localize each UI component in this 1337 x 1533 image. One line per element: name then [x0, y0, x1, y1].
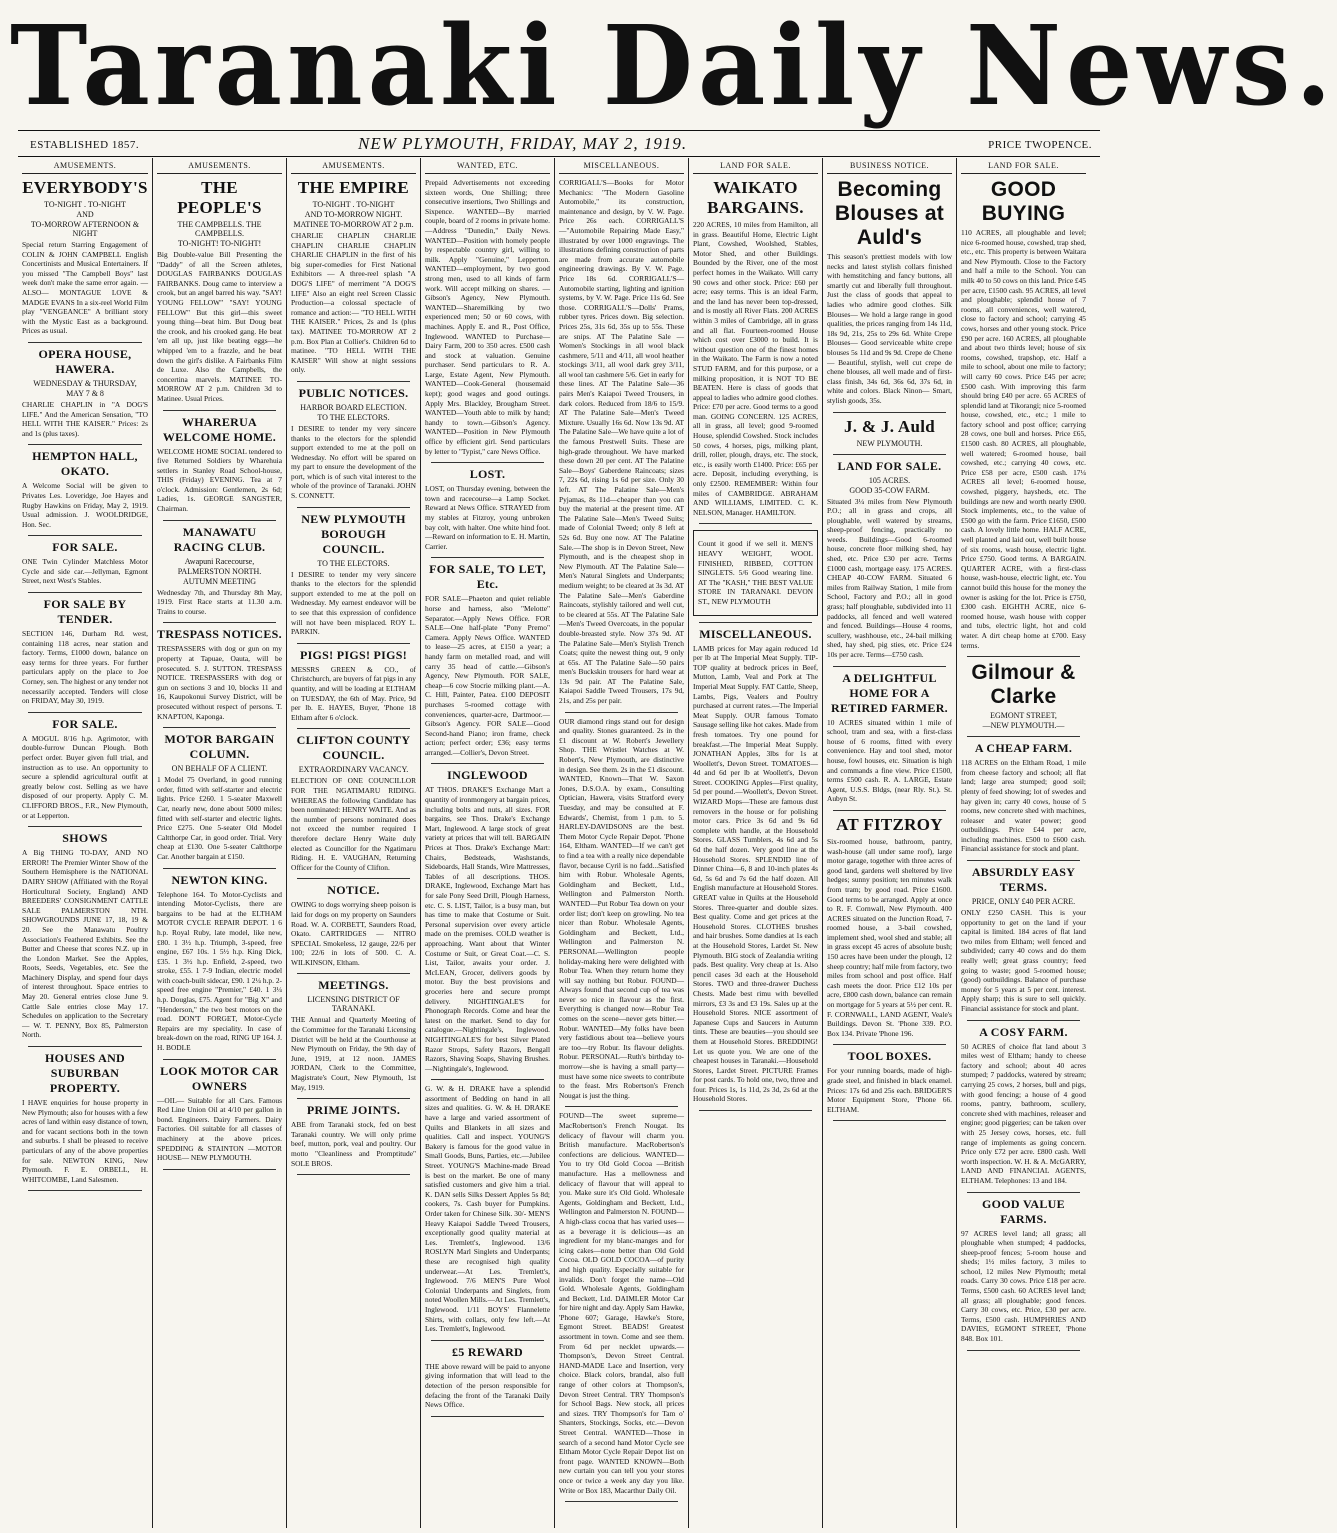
masthead-rule [18, 130, 1100, 131]
advertisement-block [291, 512, 416, 637]
block-text: A Welcome Social will be given to Privates Les. Loveridge, Joe Hayes and Rugby Hawkins on Friday, May 2, 1919. Usual admission. J. WOOLDRIDGE, Hon. Sec. [22, 481, 148, 529]
block-heading: HOUSES AND SUBURBAN PROPERTY. [44, 1051, 126, 1096]
advertisement-block [425, 467, 550, 551]
block-separator [163, 1059, 276, 1060]
block-separator [163, 520, 276, 521]
column-header: AMUSEMENTS. [22, 158, 148, 174]
block-heading: MOTOR BARGAIN COLUMN. [164, 732, 275, 762]
block-heading: AT FITZROY [836, 814, 943, 834]
advertisement-block [157, 525, 282, 617]
block-subheading: TO THE ELECTORS. [317, 558, 390, 568]
block-text: 50 ACRES of choice flat land about 3 miles west of Eltham; handy to cheese factory and school; about 40 acres stumped; 7 paddocks, watered by stream; carrying 25 cows, 2 horses, bull and pigs, with good fencing; a house of 4 good rooms, pantry, bathroom, scullery, concrete shed with machines, releaser and engine; good piggeries; can be taken over with 25 Jersey cows, horses, etc. full range of implements as going concern. Price only £72 per acre. £800 cash. Well worth inspection. W. H. & A. McGARRY, LAND AND FINANCIAL AGENTS, ELTHAM. Telephones: 13 and 184. [961, 1041, 1086, 1185]
advertisement-block [425, 1084, 550, 1333]
block-text: Prepaid Advertisements not exceeding sixteen words, One Shilling; three consecutive insertions, Two Shillings and Sixpence. WANTED—By married couple, board of 2 rooms in private home.—Address "Dunedin," Daily News. WANTED—Position with homely people by respectable country girl, willing to milk. Apply "Genuine," Lepperton. WANTED—employment, by two good strong men, used to all kinds of farm work. Will accept milking on shares. —Gibson's Agency, New Plymouth. WANTED—Sharemilking by two experienced men; 50 or 60 cows, with machines. Apply E. and R., Post Office, Inglewood. WANTED to Purchase—Dairy Farm, 200 to 350 acres. £500 cash and stock at valuation. Genuine purchaser. Send particulars to R. A. Large, Estate Agent, New Plymouth. WANTED—Cook-General (housemaid kept); good wages and good outings. Apply Mrs. Blackley, Brougham Street. WANTED—Youth able to milk by hand; handy to town.—Gibson's Agency. WANTED—Position in New Plymouth office by efficient girl. Send particulars by letter to "Typist," care News Office. [425, 178, 550, 456]
block-subheading: MAY 7 & 8 [66, 388, 104, 398]
block-heading: ABSURDLY EASY TERMS. [971, 865, 1076, 895]
block-separator [699, 1110, 812, 1111]
block-subheading: Awapuni Racecourse, [184, 556, 255, 566]
block-text: CHARLIE CHAPLIN CHARLIE CHAPLIN CHARLIE CHAPLIN CHARLIE CHAPLIN in the first of his big super-comedies for First National Exhibitors — A three-reel splash "A DOG'S LIFE" of merriment "A DOG'S LIFE" Also an eight reel Screen Classic Production—a colossal spectacle of romance and action:— "TO HELL WITH THE KAISER." Prices, 2s and 1s (plus tax). MATINEE TO-MORROW AT 2 p.m. Box Plan at Collier's. Children 6d to matinee. "TO HELL WITH THE KAISER" Will show at night sessions only. [291, 231, 416, 375]
block-subheading: EGMONT STREET, [990, 711, 1057, 721]
block-separator [28, 444, 142, 445]
block-heading: MANAWATU RACING CLUB. [173, 524, 266, 554]
advertisement-block [291, 733, 416, 872]
block-heading: LOST. [469, 467, 506, 482]
block-separator [163, 622, 276, 623]
block-text: Big Double-value Bill Presenting the "Daddy" of all the Screen athletes, DOUGLAS FAIRBANKS DOUGLAS FAIRBANKS. Doug came to interview a crook, but an angel barred his way. "SAY! YOUNG FELLOW" "SAY! YOUNG FELLOW" But this girl—this sweet young thing—beat him. But Doug beat the crook, and his crooked gang. He beat 'em all up, just like beating eggs—he whipped 'em to a frazzle, and he beat down the girl's dislike. A Fairbanks Film de Luxe. Also the Campbells, the concertina marvels. MATINEE TO-MORROW AT 2 p.m. Children 3d to Matinee. Usual Prices. [157, 250, 282, 403]
block-heading: NEW PLYMOUTH BOROUGH COUNCIL. [301, 511, 406, 556]
block-separator [297, 507, 410, 508]
block-separator [967, 656, 1080, 657]
block-heading: FOR SALE, TO LET, Etc. [429, 562, 546, 592]
block-heading: Gilmour & Clarke [971, 661, 1076, 709]
advertisement-block [22, 540, 148, 586]
column-4 [420, 158, 554, 1528]
block-text: SECTION 146, Durham Rd. west, containing 118 acres, near station and factory. Terms, £1000 down, balance on easy terms for three years. For further particulars apply on the place to Joe Corney, sen. The highest or any tender not necessarily accepted. Tenders will close on FRIDAY, May 30, 1919. [22, 629, 148, 706]
advertisement-block [961, 741, 1086, 854]
advertisement-block [827, 815, 952, 1038]
block-heading: TOOL BOXES. [847, 1049, 932, 1064]
advertisement-block [559, 178, 684, 706]
block-text: 1 Model 75 Overland, in good running order, fitted with self-starter and electric lights. Price £260. 1 5-seater Maxwell Car, nearly new, done about 5000 miles; fitted with self-starter and electric lights. Price £275. One 5-seater Old Model Caltthorpe Car, in good order. Trial. Very cheap at £130. One 5-seater Caltthorpe Car. Another bargain at £150. [157, 775, 282, 861]
block-heading: EVERYBODY'S [22, 178, 148, 197]
advertisement-block [961, 1197, 1086, 1344]
block-separator [163, 410, 276, 411]
block-separator [297, 643, 410, 644]
block-heading: PIGS! PIGS! PIGS! [299, 647, 408, 662]
block-separator [431, 763, 544, 764]
advertisement-block [22, 1051, 148, 1184]
advertisement-block [22, 717, 148, 820]
advertisement-block [693, 530, 818, 615]
column-header: LAND FOR SALE. [693, 158, 818, 174]
block-subheading: TO-NIGHT . TO-NIGHT [44, 200, 126, 209]
advertisement-block [157, 732, 282, 861]
block-text: Six-roomed house, bathroom, pantry, wash-house (all under same roof), large motor garage, together with three acres of good land, gardens well sheltered by live hedges; sunny position; ten minutes walk from tram; by good road. Price £1600. Good terms to be arranged. Apply at once to R. F. Cornwall, New Plymouth. 400 ACRES situated on the Junction Road, 7-roomed house, a 3-bail cowshed, implement shed, wool shed and stable; all in grass except 45 acres of absolute bush; 150 acres have been under the plough, 12 sheep country; half mile from factory, two miles from school and post office. Half cash meets the door. Price £12 10s per acre, £800 cash down, balance can remain on mortgage for 5 years at 5½ per cent. R. F. CORNWALL, LAND AGENT, Veale's Buildings. Devon St. 'Phone 339. P.O. Box 134. Private 'Phone 196. [827, 836, 952, 1038]
block-text: WELCOME HOME SOCIAL tendered to five Returned Soldiers by Wharehuia settlers in Stanley Road School-house, THIS (Friday) EVENING. Tea at 7 o'clock. Admission: Gentlemen, 2s 6d; Ladies, 1s. GEORGE SANGSTER, Chairman. [157, 446, 282, 514]
advertisement-block [693, 627, 818, 1105]
column-header: BUSINESS NOTICE. [827, 158, 952, 174]
block-heading: WHARERUA WELCOME HOME. [162, 414, 277, 444]
block-heading: FOR SALE BY TENDER. [43, 597, 127, 627]
block-text: 10 ACRES situated within 1 mile of school, tram and sea, with a first-class house of 6 rooms, fitted with every convenience. Hay and tool shed, motor house, fowl houses, etc. Situation is high and commands a fine view. Price £1500, terms £500 cash. R. A. LARGE, Estate Agent, U.S.S. Bldgs, (near Rly. St.). St. Aubyn St. [827, 717, 952, 804]
column-8 [956, 158, 1090, 1528]
block-heading: OPERA HOUSE, HAWERA. [38, 346, 132, 376]
block-subheading: AUTUMN MEETING [182, 576, 257, 586]
block-separator [28, 826, 142, 827]
established-label: ESTABLISHED 1857. [30, 139, 140, 151]
block-subheading: 105 ACRES. [868, 475, 911, 485]
block-heading: FOR SALE. [52, 716, 118, 731]
advertisement-block [425, 1345, 550, 1410]
column-header: LAND FOR SALE. [961, 158, 1086, 174]
block-text: CORRIGALL'S—Books for Motor Mechanics: "The Modern Gasoline Automobile," its construction, maintenance and design, by V. W. Page. Price 26s each. CORRIGALL'S—"Automobile Repairing Made Easy," illustrated by over 1000 engravings. The illustrations defining construction of parts are made from accurate automobile engineering drawings. By V. W. Page. Price 18s 6d. CORRIGALL'S—Automobile starting, lighting and ignition systems, by V. W. Page. Price 11s 6d. See those. CORRIGALL'S—Dolls' Prams, rubber tyres. Prices down. Big selection. Prices 25s, 31s 6d, 35s up to 55s. These are snips. AT The Palatine Sale — Women's Stockings in all wool black cashmere, 5/11 and 4/11, all wool heather stockings 3/11, all wool dark grey 3/11, all wool tan cashmere 5/6. Get in early for these lines. AT The Palatine Sale—36 pairs Men's Kaiapoi Tweed Trousers, in dark colors. Reduced from 18/6 to 15/9. AT The Palatine Sale—Men's Tweed Mixture. Usually 16s 6d. Now 13s 9d. AT The Palatine Sale—We have quite a lot of the famous Prestwell Suits. These are high-grade throughout. We have marked these down 20 per cent. AT The Palatine Sale—Boys' Gaberdene Raincoats; sizes 7, 22s 6d, rising 1s 6d per size. Only 30 left. AT The Palatine Sale—Men's Pyjamas, 8s 11d—cheaper than you can buy the material at the present time. AT The Palatine Sale—Men's Tweed Suits; made of Colonial Tweed; only 8 left at 52s 6d. Buy one now. AT The Palatine Sale.—The shop is in Devon Street, New Plymouth, and is the cheapest shop in New Plymouth. AT The Palatine Sale—Men's Natural Singlets and Underpants; medium weight; to be cleared at 3s 3d. AT The Palatine Sale—Men's Gaberdine Raincoats, stylishly tailored and well cut, to be cleared at 55s. AT The Palatine Sale—Men's Tweed Overcoats, in the popular double-breasted style. Now 37s 9d. AT The Palatine Sale—Men's Stylish Trench Coats; quite the newest thing out, 9 only at 65s. AT The Palatine Sale—50 pairs men's Buckskin trousers for hard wear at 13s 9d pair. AT The Palatine Sale, Kaiapoi Saddle Tweed Trousers, 17s 9d, 21s, and 25s per pair. [559, 178, 684, 706]
block-separator [297, 1174, 410, 1175]
block-heading: HEMPTON HALL, OKATO. [32, 449, 138, 479]
block-subheading: GOOD 35-COW FARM. [849, 485, 930, 495]
block-text: ONLY £250 CASH. This is your opportunity to get on the land if your capital is limited. 184 acres of flat land two miles from Eltham; well fenced and subdivided; carry 40 cows and do them really well; great grass country; feed going to waste; good 5-roomed house; (good) outbuildings. Balance of purchase money for 5 years at 5 per cent. interest. Apply sharp; this is sure to sell quickly. Financial assistance for stock and plant. [961, 908, 1086, 1013]
advertisement-block [827, 1049, 952, 1114]
block-text: Telephone 164. To Motor-Cyclists and intending Motor-Cyclists, there are bargains to be had at the ELTHAM MOTOR CYCLE REPAIR DEPOT. 1 6 h.p. Royal Ruby, late model, like new, £80. 1 3½ h.p. Triumph, 3-speed, free engine, £67 10s. 1 5½ h.p. King Dick, £35. 1 3½ h.p. Enfield, 2-speed, two stroke, £55. 1 7-9 Indian, electric model with coach-built sidecar, £90. 1 2¼ h.p. 2-speed free engine "Premier," £40. 1 3¼ h.p. Douglas, £75. Agent for "Big X" and "Henderson," the two best motors on the road. DON'T FORGET, Motor-Cycle Repairs are my speciality. In case of break-down on the road, RING UP 164. J. H. BODLE [157, 889, 282, 1053]
block-text: ELECTION OF ONE COUNCILLOR FOR THE NGATIMARU RIDING. WHEREAS the following Candidate has been nominated: HENRY WAITE. And as the number of persons nominated does not exceed the number required I therefore declare Henry Waite duly elected as Councillor for the Ngatimaru Riding. H. E. VAUGHAN, Returning Officer for the County of Clifton. [291, 776, 416, 872]
block-separator [28, 1046, 142, 1047]
advertisement-block [291, 648, 416, 723]
advertisement-block [961, 865, 1086, 1014]
block-text: AT THOS. DRAKE'S Exchange Mart a quantity of ironmongery at bargain prices, including bolts and nuts, all sizes. FOR bargains, see Thos. Drake's Exchange Mart, Inglewood. A large stock of great variety at prices that will tell. BARGAIN Prices at Thos. Drake's Exchange Mart: Chairs, Bedsteads, Washstands, Sideboards, Hall Stands, Wire Mattresses, Tables of all descriptions. THOS. DRAKE, Inglewood, Exchange Mart has for sale Pony Seed Drill, Plough Harness, etc. C. S. LIST, Tailor, is a busy man, but has time to make that Costume or Suit. Personal supervision over every article made on the premises. COLD weather is approaching. Want about that Winter Costume or Suit, or Great Coat.—C. S. List, Tailor, awaits your order. J. McLEAN, Grocer, delivers goods by motor. Buy the best provisions and groceries here and secure prompt delivery. NIGHTINGALE'S for Phonograph Records. Come and hear the latest on the market. Send to day for catalogue.—Nightingale's, Inglewood. NIGHTINGALE'S for best Silver Plated Razor Strops, Safety Razors, Bengall Razors, Shaving Soaps, Shaving Brushes.—Nightingale's, Inglewood. [425, 785, 550, 1073]
block-text: THE above reward will be paid to anyone giving information that will lead to the detection of the person responsible for defacing the front of the Taranaki Daily News Office. [425, 1361, 550, 1410]
block-text: LOST, on Thursday evening, between the town and racecourse—a Lamp Socket. Reward at News Office. STRAYED from my stables at Fitzroy, young unbroken bay colt, with halter. One white hind foot.—Reward on information to E. H. Martin, Carrier. [425, 484, 551, 551]
block-text: Wednesday 7th, and Thursday 8th May, 1919. First Race starts at 11.30 a.m. Trains to course. [157, 587, 282, 616]
block-heading: NOTICE. [327, 883, 380, 898]
block-separator [431, 557, 544, 558]
price-label: PRICE TWOPENCE. [988, 139, 1092, 151]
advertisement-block [559, 717, 684, 1101]
advertisement-block [22, 831, 148, 1040]
dateline [18, 134, 1100, 156]
block-separator [297, 728, 410, 729]
block-text: Special return Starring Engagement of COLIN & JOHN CAMPBELL English Concertinists and Musical Entertainers. If you missed "The Campbell Boys" last week don't make the same error again. —ALSO— MONTAGUE LOVE & MADGE EVANS In a six-reel World Film play "VENGEANCE" A brilliant story with the Mystic East as a background. Prices as usual. [22, 240, 148, 336]
block-heading: GOOD VALUE FARMS. [982, 1196, 1065, 1226]
block-separator [565, 1106, 678, 1107]
column-6 [688, 158, 822, 1528]
block-separator [833, 412, 946, 413]
advertisement-block [22, 178, 148, 336]
block-separator [163, 1169, 276, 1170]
block-heading: INGLEWOOD [447, 768, 528, 783]
block-subheading: PALMERSTON NORTH. [177, 566, 262, 576]
block-text: This season's prettiest models with low necks and latest stylish collars finished with hemstitching and fancy buttons, all smartly cut and liberally full throughout. Just the class of goods that appeal to ladies who admire good clothes. Silk Blouses— We hold a large range in good qualities, the prices ranging from 14s 11d, 18s 9d, 21s, 25s to 29s 6d. White Crepe Blouses— Good serviceable white crepe blouses 5s 11d and 9s 9d. Crepe de Chene— Beautiful, stylish, well cut crepe de chene blouses, all well made and of first-class finish, 34s 6d, 36s 6d, 37s 6d, in white and colors. Black Ninon— Smart, stylish goods, 35s. [827, 252, 952, 405]
block-text: ONE Twin Cylinder Matchless Motor Cycle and side car.—Jellyman, Egmont Street, next West's Stables. [22, 557, 148, 586]
block-heading: FOR SALE. [52, 540, 118, 555]
block-separator [28, 535, 142, 536]
block-text: A MOGUL 8/16 h.p. Agrimotor, with double-furrow Duncan Plough. Both perfect order. Buyer given full trial, and instruction as to use. An opportunity to secure a splendid agricultural outfit at greatly below cost. Selling as we have disposed of our property. Apply C. M. CLIFFORD BROS., F.R., New Plymouth, or at Lepperton. [22, 733, 148, 820]
advertisement-block [693, 178, 818, 517]
column-7 [822, 158, 956, 1528]
issue-date: NEW PLYMOUTH, FRIDAY, MAY 2, 1919. [358, 134, 688, 153]
advertisement-block [827, 671, 952, 804]
advertisement-block [827, 178, 952, 406]
advertisement-block [291, 386, 416, 501]
block-heading: A CHEAP FARM. [974, 741, 1073, 756]
advertisement-block [291, 178, 416, 375]
block-heading: A COSY FARM. [979, 1024, 1068, 1039]
block-text: CHARLIE CHAPLIN in "A DOG'S LIFE." And the American Sensation, "TO HELL WITH THE KAISER." Prices: 2s and 1s (plus taxes). [22, 399, 148, 438]
block-separator [297, 1098, 410, 1099]
block-separator [297, 381, 410, 382]
column-header: WANTED, ETC. [425, 158, 550, 174]
block-subheading: MATINEE TO-MORROW AT 2 p.m. [293, 220, 414, 229]
block-separator [833, 1120, 946, 1121]
block-subheading: AND TO-MORROW NIGHT. [304, 210, 403, 219]
block-text: Count it good if we sell it. MEN'S HEAVY WEIGHT, WOOL FINISHED, RIBBED, COTTON SINGLETS. 5/6 Good wearing line. AT The "KASH," THE BEST VALUE STORE IN TARANAKI. DEVON ST., NEW PLYMOUTH [698, 539, 813, 606]
block-subheading: PRICE, ONLY £40 PER ACRE. [971, 897, 1076, 907]
newspaper-title: Taranaki Daily News. [10, 0, 1337, 131]
block-heading: MEETINGS. [318, 978, 389, 993]
column-2 [152, 158, 286, 1528]
block-text: LAMB prices for May again reduced 1d per lb at The Imperial Meat Supply. TIP-TOP quality at bedrock prices in Beef, Mutton, Lamb, Veal and Pork at The Imperial Meat Supply. FAT Cattle, Sheep, Lambs, Pigs, Vealers and Poultry purchased at current rates.—The Imperial Meat Supply. OUR famous Tomato Sausage selling like hot cakes. Made from fresh tomatoes. Try one pound for breakfast.—The Imperial Meat Supply. JONATHAN Apples, 3lbs for 1s at Woollett's, Devon Street. TOMATOES—4d and 6d per lb at Woollett's, Devon Street. COOKING Apples—First quality, 5d per pound.—Woollett's, Devon Street. WIZARD Mops—These are famous dust removers in the house or for polishing motor cars. Price 3s 6d and 9s 6d complete with handle, at the Household Stores. GLASS Tumblers, 4s 6d and 5s 6d the half dozen. Very good line at the Household Stores. SPLENDID line of Dinner China—6, 8 and 10-inch plates 4s 6d, 5s 6d and 7s 6d the half dozen. All English manufacture at Household Stores. GREAT value in Quilts at the Household Stores. Three-quarter and double sizes. Best quality. Come and get prices at the Household Stores. CLOTHES brushes and hair brushes. Some dandies at 1s each at the Household Stores, Lardet St. New Plymouth. BIG stock of Zealandia writing pads. Best quality. Very cheap at 1s. Also pencil cases 3d each at the Household Stores. TWO and three-drawer Duchess Chests. Made best rimu with bevelled mirrors, £3 3s and £3 19s. Sales up at the Household Stores. NICE assortment of Japanese Cups and Saucers in Autumn tints. These are beauties—you should see them at Household Stores. BREDDING! Let us quote you. We are one of the cheapest houses in Taranaki.—Household Stores, Lardet Street. PICTURE Frames for post cards. To hold one, two, three and four. Prices 1s, 1s 11d, 2s 3d, 2s 6d at the Household Stores. [693, 643, 818, 1104]
advertisement-block [827, 417, 952, 448]
block-text: I HAVE enquiries for house property in New Plymouth; also for houses with a few acres of land within easy distance of town, and for vacant sections both in the town and suburbs. I shall be pleased to receive particulars of any of the above properties for sale. NEWTON KING, New Plymouth. F. E. ORBELL, H. WHITCOMBE, Land Salesmen. [22, 1098, 149, 1184]
block-separator [699, 622, 812, 623]
block-text: —OIL— Suitable for all Cars. Famous Red Line Union Oil at 4/10 per gallon in bond. Engineers. Dairy Farmers. Dairy Factories. Oil suitable for all classes of machinery at the above prices. SPEDDING & STAINTON —MOTOR HOUSE— NEW PLYMOUTH. [157, 1095, 282, 1163]
advertisement-block [22, 597, 148, 706]
block-text: 110 ACRES, all ploughable and level; nice 6-roomed house, cowshed, trap shed, etc., etc. This property is between Waitara and New Plymouth. Close to the Factory and half a mile to the School. You can milk 40 to 50 cows on this land. Price £45 per acre, £1500 cash. 95 ACRES, all level and ploughable; splendid house of 7 rooms, all conveniences, well watered, close to factory and school; carrying 45 cows, horses and other young stock. Price £90 per acre. 160 ACRES, all ploughable and about two thirds level; house of six rooms, cowshed, trapshop, etc. Half a mile to school, about one mile to factory; will carry 60 cows. Price £45 per acre; £500 cash. With improving this farm should bring £40 per acre. 65 ACRES of splendid land at Tikorangi; nice 5-roomed house, cowshed, etc., etc.; 1 mile to factory school and post office; carrying 28 cows, one bull and horses. Price £65, £1500 cash. 80 ACRES, all ploughable, well watered; 6-roomed house, bail cowshed, etc.; carrying 40 cows, etc. Price £58 per acre, £500 cash. 17¼ ACRES all level; 6-roomed house, cowshed, piggery, haysheds, etc. The buildings are new and worth nearly £900. Stock implements, etc., to the value of £500 go with the farm. Price £1650, £500 cash. A lovely little home. HALF ACRE, well planted and laid out, well built house of six rooms, wash house, electric light. Price £750. Good terms. A BARGAIN. QUARTER ACRE, with a first-class house, wash-house, electric light, etc. You cannot build this house for the money the owner is asking for the lot. Price is £750, £300 cash. EIGHTH ACRE, nice 6-roomed house, wash house with copper and tubs, electric light, hot and cold water. A dirt cheap home at £700. Easy terms. [961, 228, 1086, 650]
block-heading: J. & J. Auld [844, 416, 935, 436]
advertisement-block [559, 1111, 684, 1495]
block-subheading: TO-NIGHT . TO-NIGHT [312, 200, 395, 209]
column-3 [286, 158, 420, 1528]
block-separator [565, 712, 678, 713]
advertisement-block [291, 883, 416, 967]
block-text: 97 ACRES level land; all grass; all ploughable when stumped; 4 paddocks, sheep-proof fences; 5-room house and sheds; 1½ miles factory, 3 miles to school, 12 miles New Plymouth; metal roads. Carry 30 cows. Price £18 per acre. Terms, £500 cash. 60 ACRES level land; all grass; all ploughable; good fences. Carry 30 cows, etc. Price, £30 per acre. Terms, £500 cash. HUMPHRIES AND DAVIES, EGMONT STREET, 'Phone 848. Box 101. [961, 1228, 1086, 1344]
block-text: For your running boards, made of high-grade steel, and finished in black enamel. Prices: 17s 6d and 25s each. BRIDGER'S Motor Equipment Store, 'Phone 66. ELTHAM. [827, 1066, 952, 1114]
advertisement-block [157, 1064, 282, 1163]
advertisement-block [425, 178, 550, 456]
block-separator [28, 712, 142, 713]
block-heading: THE EMPIRE [297, 178, 410, 197]
block-separator [967, 736, 1080, 737]
block-text: ABE from Taranaki stock, fed on best Taranaki country. We will only prime beef, mutton, pork, veal and poultry. Our motto "Cleanliness and Promptitude" SOLE BROS. [291, 1120, 416, 1168]
block-subheading: HARBOR BOARD ELECTION. [300, 402, 407, 412]
advertisement-block [291, 1103, 416, 1168]
column-header: AMUSEMENTS. [157, 158, 282, 174]
block-subheading: EXTRAORDINARY VACANCY. [298, 765, 409, 775]
block-separator [431, 1340, 544, 1341]
block-subheading: AND [76, 210, 94, 219]
block-separator [163, 727, 276, 728]
block-text: 220 ACRES, 10 miles from Hamilton, all in grass. Beautiful Home, Electric Light Plant, Cowshed, Woolshed, Stables, Motor Shed, and other Buildings. Bounded by the River, one of the most perfect homes in the Waikato. Will carry 90 cows and other stock. Price: £60 per acre; easy terms. This is an ideal Farm, and the land has never been top-dressed, and is mostly all River Flats. 200 ACRES within 3 miles of Cambridge, all in grass and all flat. Fourteen-roomed House which cost over £3000 to build. It is without question one of the finest homes in the Waikato. The Farm is now a noted STUD FARM, and for this purpose, or a milking proposition, it is NOT TO BE BEATEN. Here is class of goods that appeal to ladies who admire good clothes. Price: £70 per acre. Good terms to a good man. GOING CONCERN. 125 ACRES, all in grass, all level; good 9-roomed House, splendid Cowshed. Stock includes 50 cows, 4 horses, pigs, milking plant, drill, roller, plough, drays, etc. The stock, etc., is easily worth £1400. Price: £65 per acre. Deposit, including everything, is only £2500. REMEMBER: Within four miles of CAMBRIDGE. ABRAHAM AND WILLIAMS, LIMITED. C. K. NELSON, Manager. HAMILTON. [693, 220, 818, 517]
block-heading: THE PEOPLE'S [177, 178, 262, 217]
block-heading: £5 REWARD [451, 1344, 524, 1359]
block-subheading: NEW PLYMOUTH. [856, 438, 923, 448]
block-heading: TRESPASS NOTICES. [157, 627, 282, 642]
block-separator [967, 1020, 1080, 1021]
block-separator [967, 1350, 1080, 1351]
advertisement-block [827, 459, 952, 660]
block-text: OUR diamond rings stand out for design and quality. Stones guaranteed. 2s in the £1 discount at W. Robert's Jewellery Shop. THE Wristlet Watches at W. Robert's, New Plymouth, are distinctive in design. See them. 2s in the £1 discount. WANTED, Known—That W. Saxon Jones, D.S.O.A. by exam., Consulting Optician, Hawera, visits Stratford every Tuesday, and may be consulted at F. Edwards', Chemist, from 1 p.m. to 5. HARLEY-DAVIDSONS are the best. Them Motor Cycle Repair Depot. 'Phone 164, Eltham. WANTED—If we can't get to find a tea with a really nice dependable flavor, because Cyril is no fadd...Satisfied him with Robur. Wholesale Agents, Goldingham and Beckett, Ltd., Wellington and Palmerston North. WANTED—Put Robur Tea down on your order list; don't keep on growling. No tea nicer than Robur. Wholesale Agents, Goldingham and Beckett, Ltd., Wellington and Palmerston N. PERSONAL—Wellington people holiday-making here were delighted with Robur Tea. When they return home they will say nothing but Robur. FOUND—Always found that second cup of tea was never so nice in flavour as the first. Everything is changed now—Robur Tea comes on the scene—never gets bitter.—Robur. WANTED—My folks have been very fastidious about tea—believe yours are too—try Robur. Its flavour delights. Robur. PERSONAL—Ruth's birthday to-morrow—she is having a small party—must have some nice sweets to contribute to the feast. Mrs Robertson's French Nougat is just the thing. [559, 716, 684, 1100]
block-heading: Becoming Blouses at Auld's [834, 178, 945, 249]
block-separator [833, 454, 946, 455]
dateline-rule [18, 156, 1100, 157]
column-1 [18, 158, 152, 1528]
block-text: 118 ACRES on the Eltham Road, 1 mile from cheese factory and school; all flat land; large area stumped; good soil; plenty of feed showing; lot of swedes and hay given in; carry 40 cows, house of 5 rooms, new concrete shed with machines, roleaser and water power; good outbuildings. Price £44 per acre, including machines. £500 to £600 cash. Financial assistance for stock and plant. [961, 758, 1086, 854]
block-separator [833, 666, 946, 667]
advertisement-block [425, 562, 550, 757]
block-heading: A DELIGHTFUL HOME FOR A RETIRED FARMER. [831, 670, 948, 715]
columns [18, 158, 1100, 1528]
advertisement-block [157, 873, 282, 1053]
block-heading: MISCELLANEOUS. [699, 626, 812, 641]
block-heading: NEWTON KING. [171, 872, 268, 887]
advertisement-block [157, 627, 282, 721]
block-text: G. W. & H. DRAKE have a splendid assortment of Bedding on hand in all sizes and qualities. G. W. & H. DRAKE have a large and varied assortment of Quilts and Blankets in all sizes and qualities. Call and inspect. YOUNG'S Bakery is famous for the good value in Small Goods, Buns, Parties, etc.—Jubilee Street. YOUNG'S Machine-made Bread is best on the market. Be one of many satisfied customers and give him a trial. K. DAN sells Silks Dessert Apples 5s 8d; cookers, 7s. Cash buyer for Pumpkins. Order taken for Chinese Silk. 30/- MEN'S Heavy Kaiapoi Saddle Tweed Trousers, exceptionally good quality material at Les. Tremlett's, Inglewood. 13/6 ROSLYN Marl Singlets and Underpants; these are recognised high quality underwear.—At Les. Tremlett's, Inglewood. 7/6 MEN'S Pure Wool Colonial Underpants and Singlets, from noted Woollen Mills.—At Les. Tremlett's, Inglewood. 1/11 BOYS' Flannelette Shirts, with collars, only few left.—At Les. Tremlett's, Inglewood. [425, 1084, 550, 1334]
block-subheading: ON BEHALF OF A CLIENT. [171, 764, 268, 774]
block-heading: SHOWS [62, 831, 108, 846]
block-heading: GOOD BUYING [981, 178, 1066, 225]
block-subheading: WEDNESDAY & THURSDAY, [33, 378, 137, 388]
block-subheading: TO THE ELECTORS. [317, 412, 390, 422]
block-text: FOR SALE—Phaeton and quiet reliable horse and harness, also "Melotte" Separator.—Apply News Office. FOR SALE—One half-plate "Pony Premo" Camera. Apply News Office. WANTED to lease—25 acres, at £150 a year; a handy farm on metalled road, and will carry 35 head of cattle.—Gibson's Agency, New Plymouth. FOR SALE, cheap—6 cow Stocrie milking plant.—A. C. Hill, Painter, Patea. £100 DEPOSIT purchases 5-roomed cottage with conveniences, quarter-acre, Dartmoor.—Gibson's Agency. FOR SALE—Good Second-hand Piano; iron frame, check action; perfect order; £36; easy terms arranged.—Collier's, Devon Street. [425, 594, 550, 757]
block-separator [28, 342, 142, 343]
block-separator [967, 860, 1080, 861]
block-subheading: TO-NIGHT! TO-NIGHT! [177, 239, 262, 248]
block-text: I DESIRE to tender my very sincere thanks to the electors for the splendid support extended to me at the poll on Wednesday. No effort will be spared on my part to ensure the development of the port, which is of such vital interest to the whole of the province of Taranaki. JOHN S. CONNETT. [291, 423, 416, 501]
block-text: MESSRS GREEN & CO., of Christchurch, are buyers of fat pigs in any quantity, and will be loading at ELTHAM on TUESDAY, the 6th of May. Price, 9d per lb. E. HAYES, Buyer, 'Phone 18 Eltham after 6 o'clock. [291, 664, 416, 722]
block-text: THE Annual and Quarterly Meeting of the Committee for the Taranaki Licensing District will be held at the Courthouse at New Plymouth on Friday, the 9th day of June, 1919, at 12 noon. JAMES JORDAN, Clerk to the Committee, Magistrate's Court, New Plymouth, 1st May, 1919. [291, 1015, 416, 1092]
block-text: I DESIRE to tender my very sincere thanks to the electors for the splendid support extended to me at the poll on Wednesday. My earnest endeavor will be to see that this expression of confidence will not have been misplaced. ROY L. PARKIN. [291, 569, 416, 637]
block-separator [163, 868, 276, 869]
block-separator [297, 973, 410, 974]
block-text: FOUND—The sweet supreme—MacRobertson's French Nougat. Its delicacy of flavour will charm you. British manufacture. MacRobertson's confections are delicious. WANTED—You to try Old Gold Cocoa —British manufacture. Has a mellowness and delicacy of flavour that will appeal to you. Make sure it's Old Gold. Wholesale Agents, Goldingham and Beckett, Ltd., Wellington and Palmerston N. FOUND—A high-class cocoa that has varied uses—as a beverage it is delicious—as an ingredient for my blanc-manges and for icing cakes—none better than Old Gold Cocoa. OLD GOLD COCOA—of purity and high quality. Especially suitable for invalids. Don't forget the name—Old Gold. Wholesale Agents, Goldingham and Beckett, Ltd. DAIMLER Motor Car for hire night and day. Apply Sam Hawke, 'Phone 607; Garage, Hawke's Store, Egmont Street. BEADS! Greatest assortment in town. Come and see them. From 6d per necklet upwards.—Thompson's, Devon Street Central. HAND-MADE Lace and Insertion, very choice. Black colors, brandal, also full range of other colors at Thompson's, Devon Street Central. TRY Thompson's for School Bags. New stock, all prices and sizes. TRY Thompson's for Tam o' Shanters, Stockings, Socks, etc.—Devon Street Central. WANTED—Those in search of a second hand Motor Cycle see Eltham Motor Cycle Repair Depot list on front page. WANTED KNOWN—Both new curtain you can tell you your stores once or twice a week any day you like. Write or Box 183, Macarthur Daily Oil. [559, 1111, 684, 1495]
advertisement-block [157, 415, 282, 514]
block-text: Situated 3¼ miles from New Plymouth P.O.; all in grass and crops, all ploughable, well watered by streams, sheep-proof fencing, practically no weeds. Buildings—Good 6-roomed house, concrete floor milking shed, hay shed, etc. Price £30 per acre. Terms £1000 cash, mortgage easy. 175 ACRES. CHEAP 40-COW FARM. Situated 6 miles from Railway Station, 1 mile from School, Factory and P.O.; all in good grass; half ploughable, subdivided into 11 paddocks, all fenced and well watered and fenced. Buildings—House 4 rooms, scullery, washhouse, etc., 24-bail milking shed, hay shed, pig sties, etc. Price £24 10s per acre. Terms—£750 cash. [827, 496, 952, 659]
block-heading: CLIFTON COUNTY COUNCIL. [296, 733, 411, 763]
advertisement-block [961, 178, 1086, 650]
block-separator [28, 1190, 142, 1191]
advertisement-block [291, 978, 416, 1092]
block-separator [431, 462, 544, 463]
block-separator [833, 810, 946, 811]
block-heading: LOOK MOTOR CAR OWNERS [160, 1063, 279, 1093]
block-text: A Big THING TO-DAY, AND NO ERROR! The Premier Winter Show of the Southern Hemisphere is the NATIONAL DAIRY SHOW (Affiliated with the Royal Horticultural Society, England) AND BREEDERS' CONSIGNMENT CATTLE SALE PALMERSTON NTH. SHOWGROUNDS JUNE 17, 18, 19 & 20. See the Manawatu Poultry Association's Feathered Exhibits. See the Butter and Cheese that scores N.Z. up in the London Market. See the Apples, Roots, Seeds, Vegetables, etc. See the Machinery Display, and spend four days of interest throughout. Space entries to May 20. General entries close June 9. Cattle Sale entries close May 17. Schedules on application to the Secretary— W. T. PENNY, Box 85, Palmerston North. [22, 848, 148, 1040]
block-heading: WAIKATO BARGAINS. [707, 178, 804, 217]
block-separator [431, 1416, 544, 1417]
block-subheading: TO-MORROW AFTERNOON & NIGHT [30, 220, 140, 238]
block-separator [833, 1044, 946, 1045]
block-subheading: LICENSING DISTRICT OF TARANAKI. [307, 995, 400, 1014]
block-subheading: —NEW PLYMOUTH.— [982, 721, 1065, 731]
block-heading: PRIME JOINTS. [306, 1103, 401, 1118]
block-separator [699, 523, 812, 524]
block-separator [431, 1079, 544, 1080]
block-text: TRESPASSERS with dog or gun on my property at Tapuae, Oauta, will be prosecuted. S. J. SUTTON. TRESPASS NOTICE. TRESPASSERS with dog or gun on sections 3 and 10, blocks 11 and 16, Kaupokonui Survey District, will be prosecuted without respect of persons. T. KNAPTON, Kaponga. [157, 644, 282, 721]
advertisement-block [425, 768, 550, 1073]
advertisement-block [157, 178, 282, 404]
column-5 [554, 158, 688, 1528]
block-heading: PUBLIC NOTICES. [298, 385, 409, 400]
advertisement-block [22, 449, 148, 529]
column-header: MISCELLANEOUS. [559, 158, 684, 174]
advertisement-block [961, 661, 1086, 730]
advertisement-block [22, 347, 148, 438]
block-heading: LAND FOR SALE. [837, 458, 942, 473]
masthead [0, 0, 1337, 131]
block-separator [565, 1501, 678, 1502]
block-separator [967, 1192, 1080, 1193]
block-text: OWING to dogs worrying sheep poison is laid for dogs on my property on Saunders Road. W. A. CORBETT, Saunders Road, Okato. CARTRIDGES — NITRO SPECIAL Smokeless, 12 gauge, 22/6 per 100; 22/6 in lots of 500. C. A. WILKINSON, Eltham. [291, 900, 416, 967]
advertisement-block [961, 1025, 1086, 1186]
block-separator [297, 878, 410, 879]
column-header: AMUSEMENTS. [291, 158, 416, 174]
block-separator [28, 592, 142, 593]
block-subheading: THE CAMPBELLS. THE CAMPBELLS. [177, 220, 262, 238]
